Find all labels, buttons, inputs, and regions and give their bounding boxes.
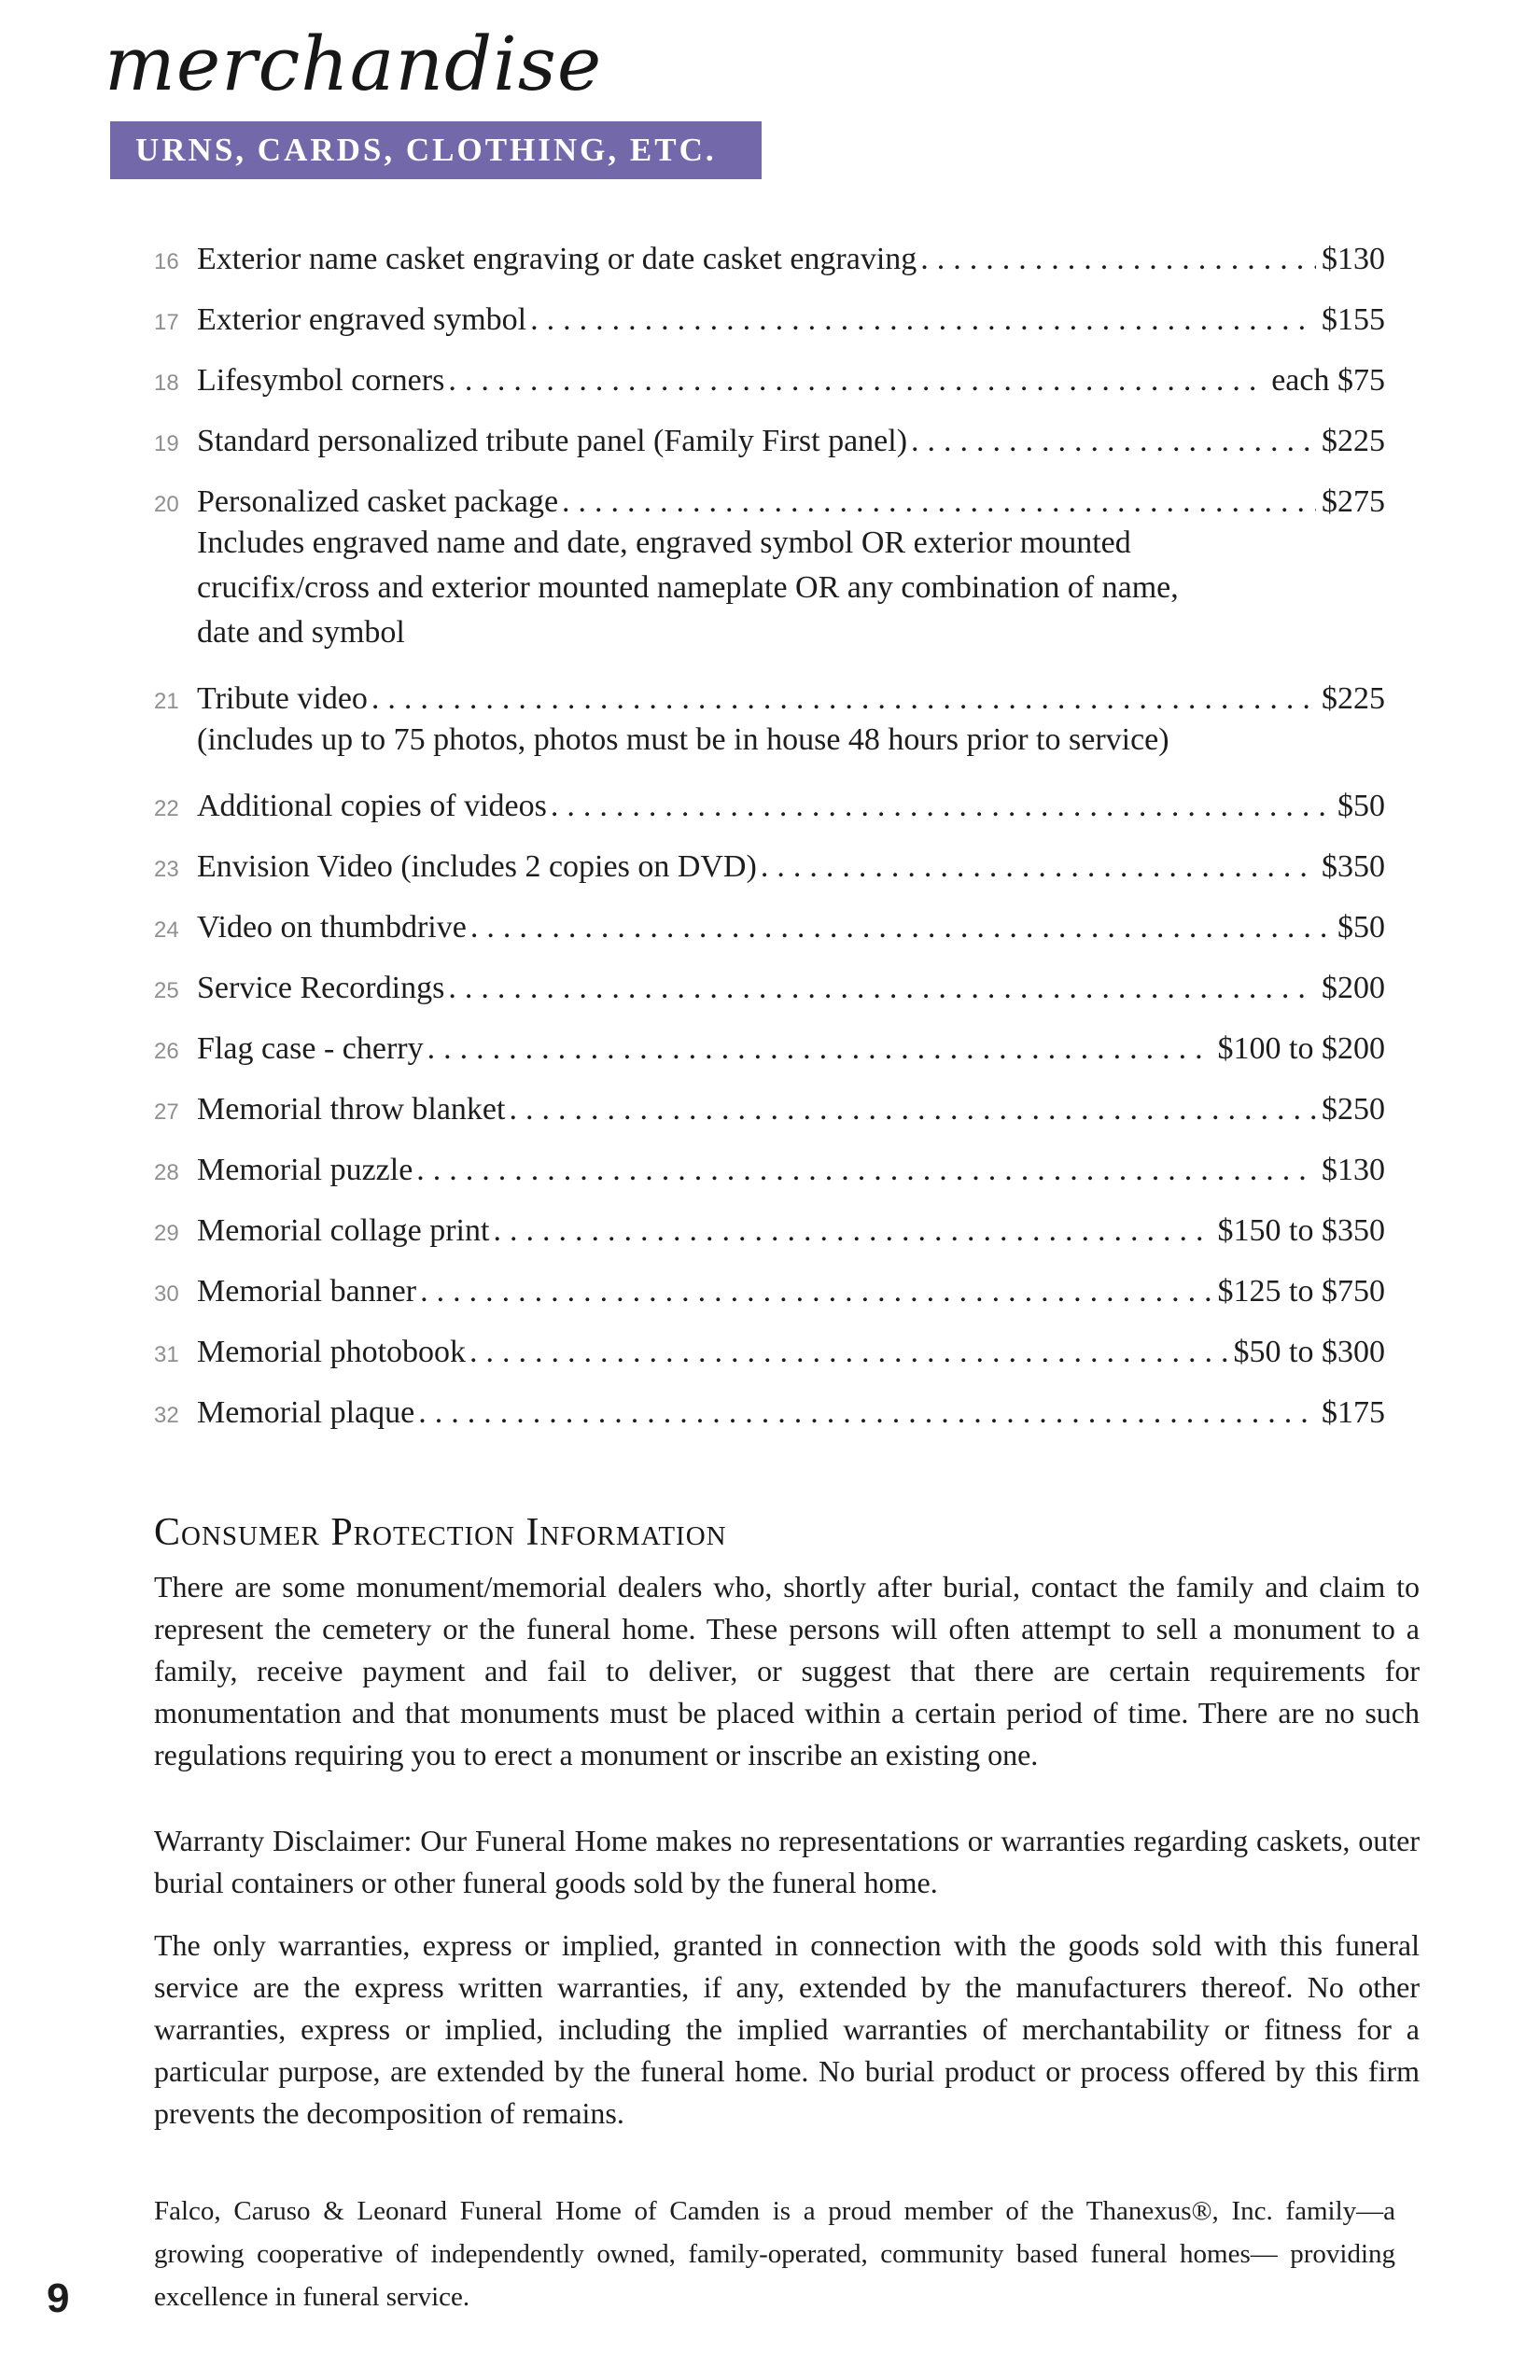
item-price: $50 [1337,789,1385,823]
item-label: Memorial throw blanket [197,1092,506,1127]
item-label: Tribute video [197,681,368,716]
dot-leader [448,958,1316,1018]
item-price: $50 to $300 [1233,1335,1385,1369]
page-title: merchandise [105,21,603,107]
item-label: Additional copies of videos [197,789,547,823]
item-label: Envision Video (includes 2 copies on DVD) [197,849,757,884]
item-number: 31 [154,1342,179,1367]
item-note: (includes up to 75 photos, photos must be in house 48 hours prior to service) [197,722,1169,757]
item-number: 18 [154,371,179,396]
item-price: $350 [1322,849,1385,884]
item-label: Lifesymbol corners [197,363,445,398]
price-list-item [154,1140,1385,1200]
dot-leader [761,836,1316,897]
dot-leader [551,776,1332,836]
item-price: $225 [1322,681,1385,716]
item-price: $130 [1322,242,1385,276]
price-list-item [154,897,1385,958]
consumer-protection-section [154,1510,1420,1776]
item-price: $125 to $750 [1217,1274,1385,1309]
item-number: 25 [154,978,179,1003]
item-price: $200 [1322,971,1385,1005]
item-label: Personalized casket package [197,484,559,519]
item-label: Memorial collage print [197,1213,490,1248]
dot-leader [493,1200,1211,1261]
item-note: Includes engraved name and date, engraved symbol OR exterior mounted crucifix/cross and exterior mounted nameplate OR any combination of name, date and symbol [197,525,1179,650]
dot-leader [470,897,1332,958]
warranty-disclaimer-paragraph: Warranty Disclaimer: Our Funeral Home makes no representations or warranties regarding caskets, outer burial containers or other funeral goods sold by the funeral home. [154,1824,1420,1899]
item-label: Video on thumbdrive [197,910,467,945]
price-list-item [154,1382,1385,1443]
item-label: Memorial puzzle [197,1153,413,1187]
item-price: $155 [1322,302,1385,337]
price-list-item [154,350,1385,411]
item-number: 17 [154,310,179,335]
section-banner-label: URNS, CARDS, CLOTHING, ETC. [135,132,717,168]
dot-leader [920,229,1316,289]
dot-leader [911,411,1316,471]
item-number: 27 [154,1099,179,1125]
dot-leader [427,1018,1212,1079]
consumer-protection-heading: Consumer Protection Information [154,1511,727,1554]
item-price: $50 [1337,910,1385,945]
price-list-item [154,289,1385,350]
item-number: 28 [154,1160,179,1185]
item-price: $150 to $350 [1217,1213,1385,1248]
item-price: each $75 [1271,363,1385,398]
membership-footer-note: Falco, Caruso & Leonard Funeral Home of Camden is a proud member of the Thanexus®, Inc. family—a growing cooperative of independently owned, family-operated, community based funeral homes— providing excellence in funeral service. [154,2196,1395,2312]
dot-leader [509,1079,1316,1140]
price-list-item [154,1079,1385,1140]
price-list-item [154,1322,1385,1382]
item-number: 30 [154,1281,179,1307]
price-list-item [154,776,1385,836]
price-list-item [154,1200,1385,1261]
item-number: 32 [154,1403,179,1428]
item-number: 23 [154,857,179,882]
item-number: 22 [154,796,179,821]
item-number: 24 [154,917,179,943]
item-label: Memorial banner [197,1274,417,1309]
item-label: Service Recordings [197,971,445,1005]
item-number: 16 [154,249,179,274]
price-list-item [154,1261,1385,1322]
price-list-item [154,1018,1385,1079]
item-number: 26 [154,1039,179,1064]
item-price: $100 to $200 [1217,1031,1385,1066]
dot-leader [448,350,1266,411]
item-label: Memorial photobook [197,1335,467,1369]
dot-leader [418,1382,1316,1443]
item-number: 21 [154,689,179,714]
item-price: $225 [1322,424,1385,458]
item-price: $250 [1322,1092,1385,1127]
page-number: 9 [47,2275,70,2321]
dot-leader [469,1322,1228,1382]
price-list-item [154,229,1385,289]
price-list-item [154,836,1385,897]
dot-leader [530,289,1316,350]
item-label: Memorial plaque [197,1395,415,1430]
price-list-item [154,958,1385,1018]
item-price: $130 [1322,1153,1385,1187]
item-number: 19 [154,431,179,456]
warranty-terms-paragraph: The only warranties, express or implied, granted in connection with the goods sold with this funeral service are the express written warranties, if any, extended by the manufacturers thereof. No other warranties, express or implied, including the implied warranties of merchantability or fitness for a particular purpose, are extended by the funeral home. No burial product or process offered by this firm prevents the decomposition of remains. [154,1928,1420,2130]
consumer-protection-body: There are some monument/memorial dealers who, shortly after burial, contact the family and claim to represent the cemetery or the funeral home. These persons will often attempt to sell a monument to a family, receive payment and fail to deliver, or suggest that there are certain requirements for monumentation and that monuments must be placed within a certain period of time. There are no such regulations requiring you to erect a monument or inscribe an existing one. [154,1570,1420,1771]
item-number: 20 [154,492,179,517]
dot-leader [416,1140,1316,1200]
item-label: Standard personalized tribute panel (Family First panel) [197,424,908,458]
dot-leader [420,1261,1211,1322]
price-list [154,229,1385,1443]
item-label: Exterior engraved symbol [197,302,527,337]
item-price: $275 [1322,484,1385,519]
item-label: Flag case - cherry [197,1031,424,1066]
section-banner [110,121,762,179]
price-list-item [154,411,1385,471]
item-number: 29 [154,1221,179,1246]
item-price: $175 [1322,1395,1385,1430]
item-label: Exterior name casket engraving or date casket engraving [197,242,917,276]
